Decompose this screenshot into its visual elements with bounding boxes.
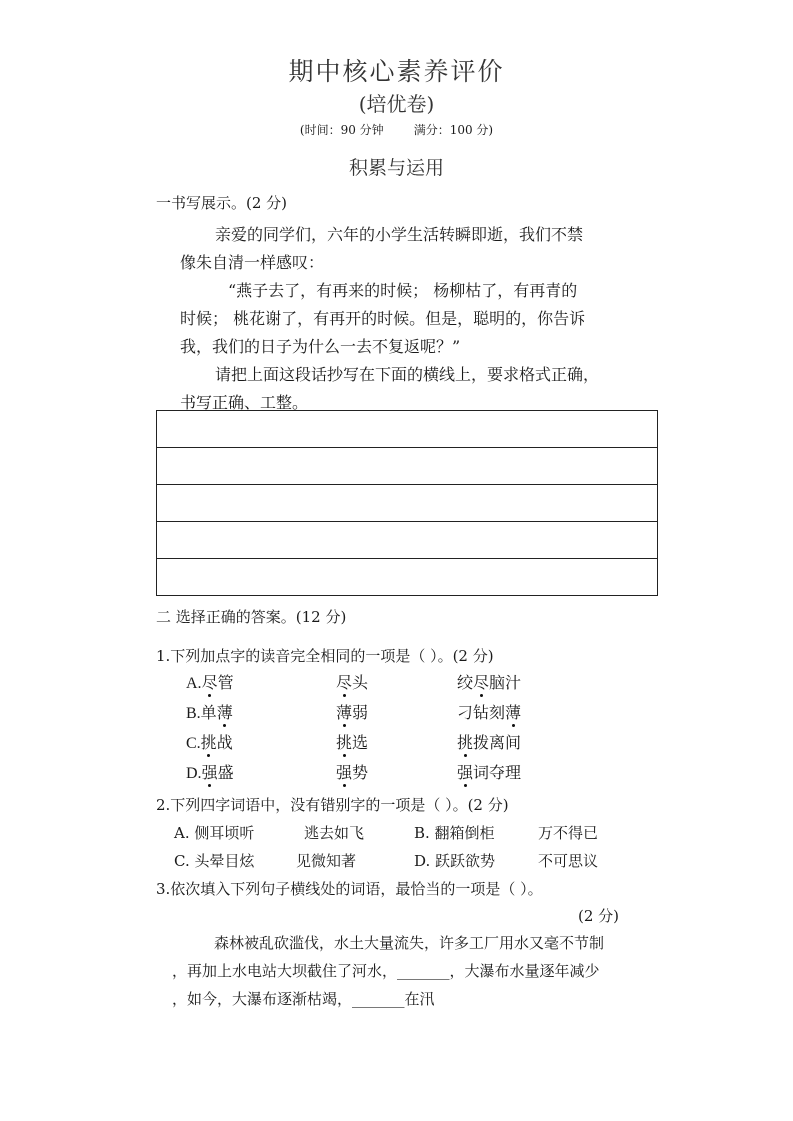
q2-3-line: ，再加上水电站大坝截住了河水，_______，大瀑布水量逐年减少: [172, 962, 600, 980]
q2-2-stem: 2.下列四字词语中，没有错别字的一项是（ ）。(2 分): [156, 796, 509, 814]
option-a-word: 逃去如飞: [304, 824, 365, 842]
dotted-char: 薄: [336, 705, 353, 722]
q2-3-score: (2 分): [578, 907, 620, 925]
dotted-char: 尽: [473, 675, 490, 692]
exam-meta: [0, 121, 793, 138]
writing-line[interactable]: [157, 522, 657, 559]
option-d[interactable]: D. 跃跃欲势: [414, 852, 496, 870]
option-d-word: 不可思议: [538, 852, 599, 870]
option-d-word1[interactable]: D.强盛: [186, 765, 234, 782]
writing-grid[interactable]: [156, 410, 658, 596]
option-c-word1[interactable]: C.挑战: [186, 735, 233, 752]
option-b-word: 万不得已: [538, 824, 599, 842]
option-b-word3: 刁钻刻薄: [457, 705, 522, 722]
writing-line[interactable]: [157, 411, 657, 448]
exam-score: 满分：100 分): [413, 123, 494, 137]
dotted-char: 挑: [457, 735, 474, 752]
page-title: 期中核心素养评价: [288, 57, 505, 86]
dotted-char: 强: [457, 765, 474, 782]
option-c[interactable]: C. 头晕目炫: [174, 852, 255, 870]
exam-time: (时间：90 分钟: [299, 123, 384, 137]
q1-line: 像朱自清一样感叹：: [180, 253, 325, 272]
option-d-word3: 强词夺理: [457, 765, 522, 782]
dotted-char: 薄: [505, 705, 522, 722]
q1-line: 亲爱的同学们，六年的小学生活转瞬即逝，我们不禁: [215, 225, 584, 244]
option-a-word1[interactable]: A.尽管: [186, 675, 234, 692]
writing-line[interactable]: [157, 559, 657, 595]
q2-heading: 二 选择正确的答案。(12 分): [156, 608, 347, 626]
dotted-char: 强: [336, 765, 353, 782]
dotted-char: 强: [201, 765, 218, 782]
option-c-word3: 挑拨离间: [457, 735, 522, 752]
option-a-word3: 绞尽脑汁: [457, 675, 522, 692]
option-c-word: 见微知著: [296, 852, 357, 870]
q1-heading: 一书写展示。(2 分): [156, 194, 288, 212]
section-title: 积累与运用: [348, 157, 444, 179]
option-a-word2: 尽头: [336, 675, 369, 692]
q1-line: “燕子去了，有再来的时候； 杨柳枯了，有再青的: [228, 281, 578, 300]
option-b-word2: 薄弱: [336, 705, 369, 722]
dotted-char: 挑: [200, 735, 217, 752]
writing-line[interactable]: [157, 485, 657, 522]
q2-1-stem: 1.下列加点字的读音完全相同的一项是（ ）。(2 分): [156, 647, 494, 665]
option-b-word1[interactable]: B.单薄: [186, 705, 233, 722]
q1-line: 时候； 桃花谢了，有再开的时候。但是，聪明的，你告诉: [180, 309, 586, 328]
q1-line: 请把上面这段话抄写在下面的横线上，要求格式正确，: [215, 365, 600, 384]
page-subtitle: (培优卷): [358, 92, 435, 116]
dotted-char: 薄: [216, 705, 233, 722]
dotted-char: 挑: [336, 735, 353, 752]
q2-3-line: ，如今，大瀑布逐渐枯竭，_______在汛: [172, 990, 435, 1008]
option-a[interactable]: A. 侧耳顷听: [174, 824, 255, 842]
dotted-char: 尽: [336, 675, 353, 692]
q1-line: 我，我们的日子为什么一去不复返呢？”: [180, 337, 461, 356]
option-d-word2: 强势: [336, 765, 369, 782]
dotted-char: 尽: [201, 675, 218, 692]
q1-line: 书写正确、工整。: [180, 393, 309, 412]
option-b[interactable]: B. 翻箱倒柜: [414, 824, 495, 842]
writing-line[interactable]: [157, 448, 657, 485]
q2-3-stem: 3.依次填入下列句子横线处的词语，最恰当的一项是（ ）。: [156, 880, 543, 898]
q2-3-line: 森林被乱砍滥伐，水土大量流失，许多工厂用水又毫不节制: [214, 934, 605, 952]
option-c-word2: 挑选: [336, 735, 369, 752]
